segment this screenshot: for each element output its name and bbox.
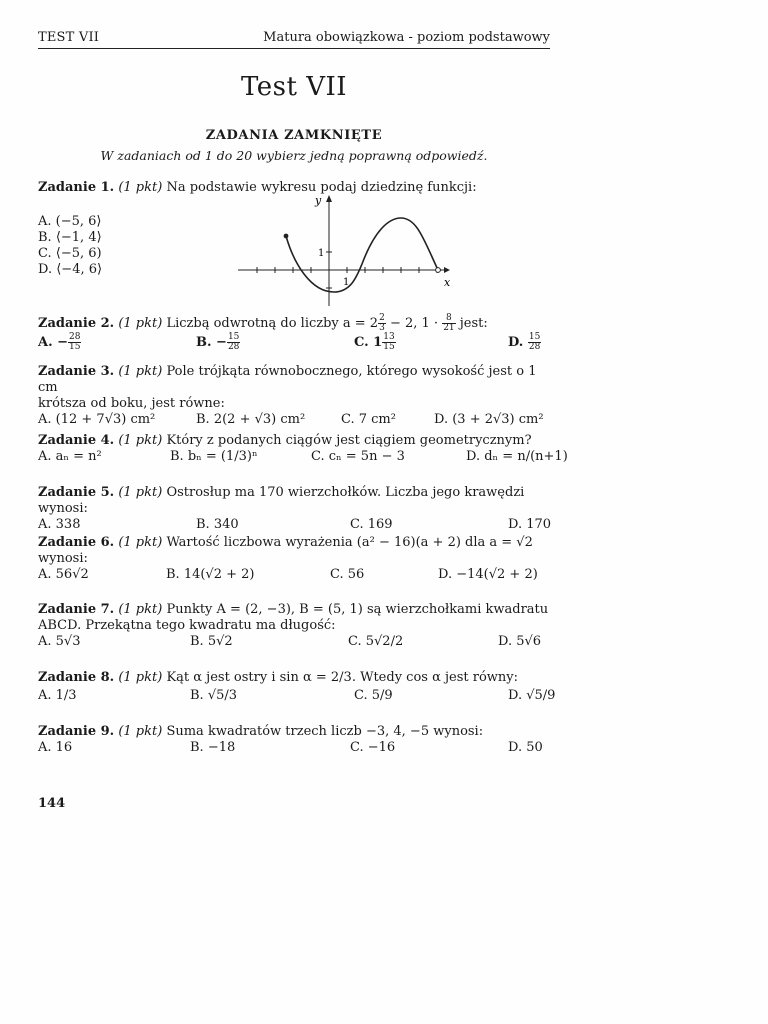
option-d: D. $\frac{15}{28}$	[508, 332, 541, 352]
question-text-continued: ABCD. Przekątna tego kwadratu ma długość:	[38, 618, 336, 633]
question-5	[38, 485, 550, 533]
option-d: D. (3 + 2√3) cm²	[434, 412, 544, 427]
option-a: A. 338	[38, 517, 81, 532]
x-axis-arrow	[444, 267, 450, 273]
x-axis-label: x	[444, 276, 451, 289]
option-d: D. −14(√2 + 2)	[438, 567, 538, 582]
question-3	[38, 364, 550, 428]
question-points: (1 pkt)	[118, 180, 163, 195]
question-text: Na podstawie wykresu podaj dziedzinę funkcji:	[166, 180, 477, 195]
y-axis-arrow	[326, 195, 332, 202]
option-b: B. 2(2 + √3) cm²	[196, 412, 306, 427]
option-b: B. 5√2	[190, 634, 233, 649]
option-b: B. bₙ = (1/3)ⁿ	[170, 449, 258, 464]
option-c: C. ⟨−5, 6)	[38, 246, 102, 261]
question-label: Zadanie 1.	[38, 180, 115, 195]
function-graph	[236, 194, 456, 314]
question-text: Punkty A = (2, −3), B = (5, 1) są wierzchołkami kwadratu	[166, 602, 549, 617]
y-axis-label: y	[315, 194, 322, 207]
option-c: C. 5√2/2	[348, 634, 404, 649]
question-points: (1 pkt)	[118, 485, 163, 500]
question-label: Zadanie 7.	[38, 602, 115, 617]
question-text: Suma kwadratów trzech liczb −3, 4, −5 wynosi:	[166, 724, 484, 739]
question-label: Zadanie 6.	[38, 535, 115, 550]
open-endpoint	[436, 268, 441, 273]
option-a: A. aₙ = n²	[38, 449, 102, 464]
question-points: (1 pkt)	[118, 535, 163, 550]
option-b: B. − $\frac{15}{28}$	[196, 332, 240, 352]
option-c: C. cₙ = 5n − 3	[311, 449, 405, 464]
question-label: Zadanie 5.	[38, 485, 115, 500]
page-title: Test VII	[240, 72, 348, 102]
question-points: (1 pkt)	[118, 602, 163, 617]
option-a: A. 16	[38, 740, 73, 755]
option-d: D. 50	[508, 740, 543, 755]
option-d: D. 5√6	[498, 634, 542, 649]
question-points: (1 pkt)	[118, 316, 163, 331]
question-points: (1 pkt)	[118, 364, 163, 379]
question-label: Zadanie 4.	[38, 433, 115, 448]
option-a: A. 5√3	[38, 634, 81, 649]
function-curve	[286, 218, 438, 292]
question-4	[38, 433, 568, 465]
option-a: A. (−5, 6⟩	[38, 214, 102, 229]
page-number: 144	[38, 796, 66, 811]
option-b: B. 340	[196, 517, 239, 532]
x-tick-label: 1	[343, 277, 350, 288]
option-d: D. √5/9	[508, 688, 556, 703]
option-c: C. −16	[350, 740, 396, 755]
option-d: D. ⟨−4, 6⟩	[38, 262, 103, 277]
option-b: B. −18	[190, 740, 236, 755]
option-b: B. 14(√2 + 2)	[166, 567, 255, 582]
option-a: A. (12 + 7√3) cm²	[38, 412, 156, 427]
question-text-continued: wynosi:	[38, 551, 88, 566]
question-text: Liczbą odwrotną do liczby a = 2 $\frac{2}{3}$ − 2, 1 · $\frac{8}{21}$ jest:	[166, 313, 488, 333]
question-9	[38, 724, 550, 756]
question-points: (1 pkt)	[118, 670, 163, 685]
question-text-continued: krótsza od boku, jest równe:	[38, 396, 225, 411]
header-exam-level: Matura obowiązkowa - poziom podstawowy	[263, 30, 550, 45]
option-c: C. 169	[350, 517, 393, 532]
question-label: Zadanie 9.	[38, 724, 115, 739]
question-label: Zadanie 3.	[38, 364, 115, 379]
question-text: Wartość liczbowa wyrażenia (a² − 16)(a + 2) dla a = √2	[166, 535, 533, 550]
option-a: A. 56√2	[38, 567, 89, 582]
question-label: Zadanie 2.	[38, 316, 115, 331]
option-c: C. 56	[330, 567, 365, 582]
section-heading: ZADANIA ZAMKNIĘTE	[205, 128, 383, 143]
question-points: (1 pkt)	[118, 724, 163, 739]
question-8	[38, 670, 556, 704]
option-a: A. − $\frac{28}{15}$	[38, 332, 81, 352]
option-c: C. 1 $\frac{13}{15}$	[354, 332, 395, 352]
question-label: Zadanie 8.	[38, 670, 115, 685]
question-text: Ostrosłup ma 170 wierzchołków. Liczba jego krawędzi wynosi:	[38, 485, 525, 516]
option-d: D. dₙ = n/(n+1)	[466, 449, 568, 464]
question-text: Kąt α jest ostry i sin α = 2/3. Wtedy cos α jest równy:	[166, 670, 519, 685]
header-test-name: TEST VII	[38, 30, 100, 45]
question-2	[38, 313, 550, 352]
option-c: C. 5/9	[354, 688, 393, 703]
document-page	[38, 0, 568, 1024]
question-6	[38, 535, 550, 583]
y-tick-label: 1	[318, 248, 325, 259]
question-text: Który z podanych ciągów jest ciągiem geometrycznym?	[166, 433, 532, 448]
option-d: D. 170	[508, 517, 552, 532]
question-points: (1 pkt)	[118, 433, 163, 448]
running-header	[38, 30, 550, 49]
closed-endpoint	[284, 234, 289, 239]
option-b: B. ⟨−1, 4⟩	[38, 230, 102, 245]
option-a: A. 1/3	[38, 688, 77, 703]
instruction-text: W zadaniach od 1 do 20 wybierz jedną poprawną odpowiedź.	[100, 148, 488, 163]
option-c: C. 7 cm²	[341, 412, 396, 427]
option-b: B. √5/3	[190, 688, 238, 703]
question-7	[38, 602, 550, 650]
question-text: Pole trójkąta równobocznego, którego wysokość jest o 1 cm	[38, 364, 537, 395]
